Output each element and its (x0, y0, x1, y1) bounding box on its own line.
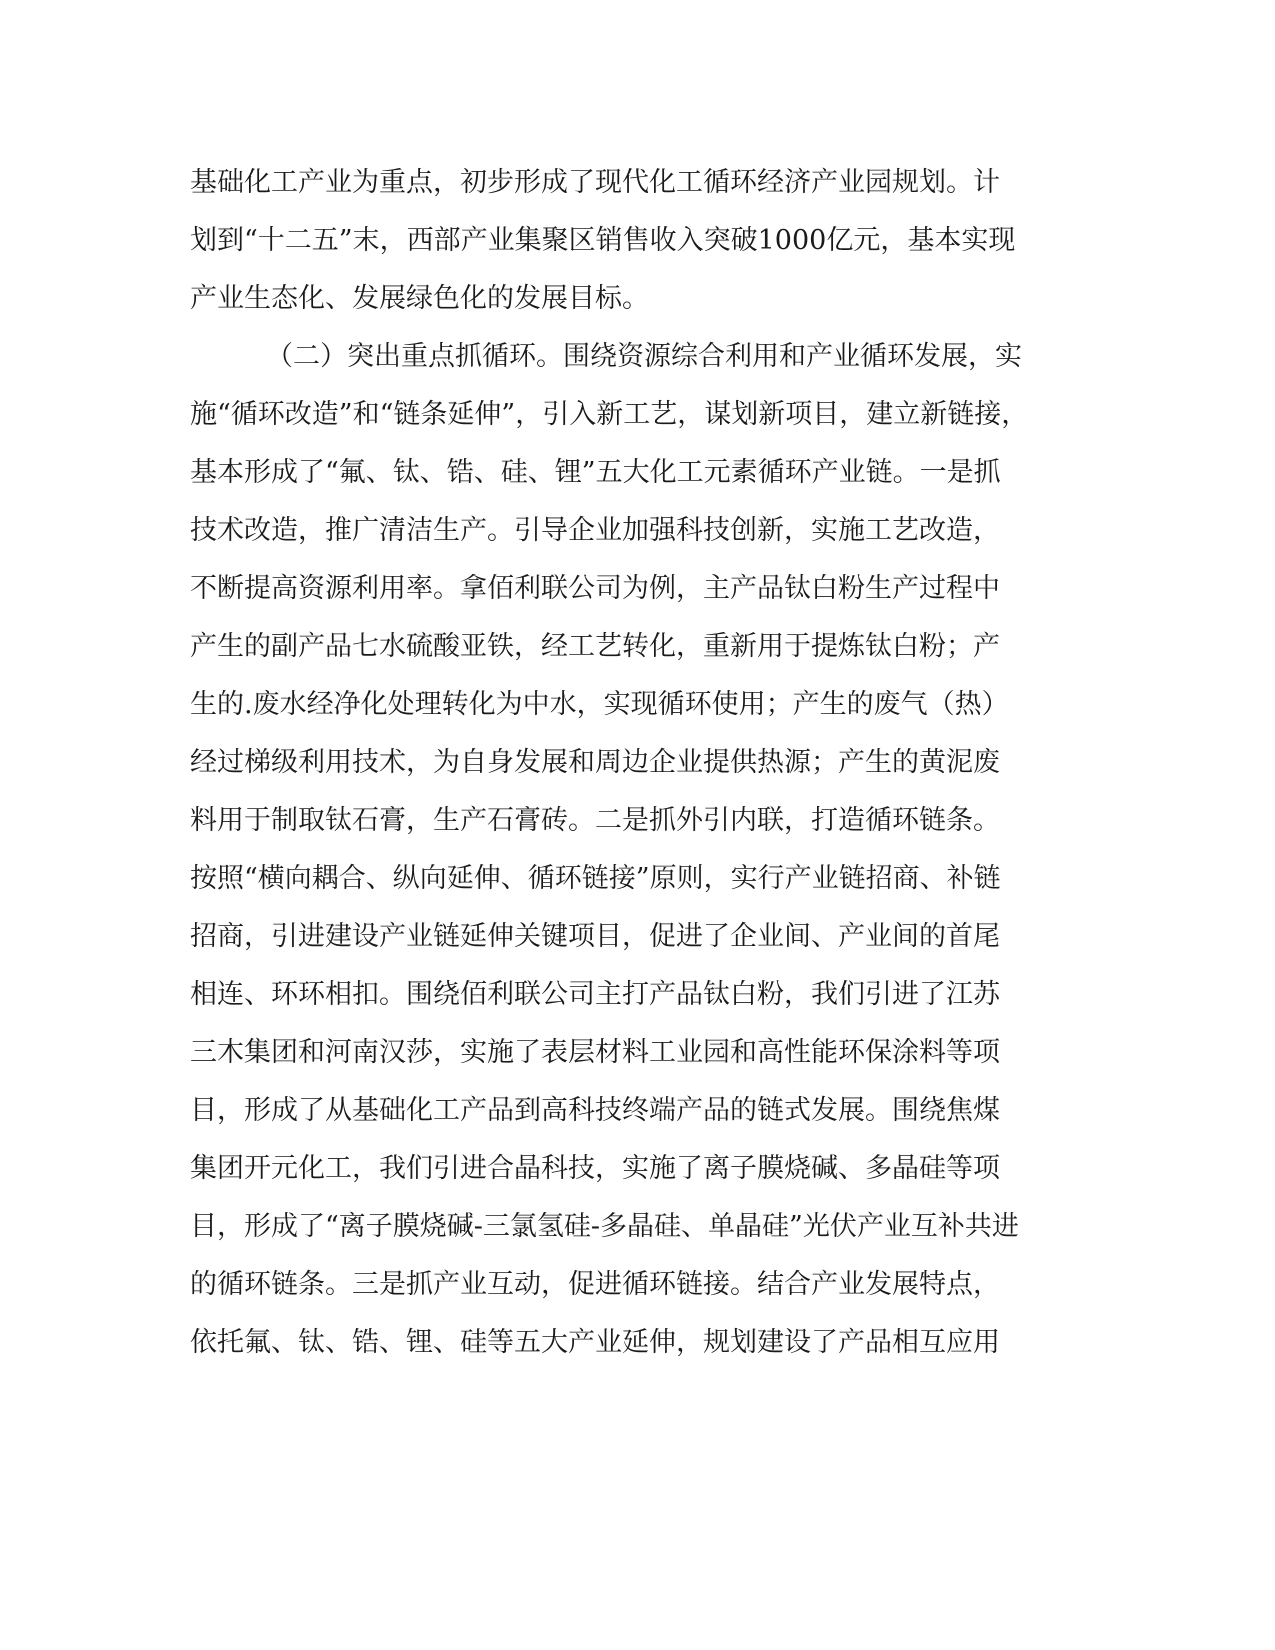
text-line: 技术改造，推广清洁生产。引导企业加强科技创新，实施工艺改造， (190, 515, 1000, 546)
text-line: 三木集团和河南汉莎，实施了表层材料工业园和高性能环保涂料等项 (190, 1037, 1000, 1068)
text-line: 按照“横向耦合、纵向延伸、循环链接”原则，实行产业链招商、补链 (190, 863, 1001, 894)
text-line: 基本形成了“氟、钛、锆、硅、锂”五大化工元素循环产业链。一是抓 (190, 457, 1001, 488)
text-line: 产生的副产品七水硫酸亚铁，经工艺转化，重新用于提炼钛白粉；产 (190, 631, 1000, 662)
text-line: 产业生态化、发展绿色化的发展目标。 (190, 283, 649, 314)
text-line: 集团开元化工，我们引进合晶科技，实施了离子膜烧碱、多晶硅等项 (190, 1153, 1000, 1184)
text-line: 划到“十二五”末，西部产业集聚区销售收入突破1000亿元，基本实现 (190, 225, 1016, 256)
text-line: 不断提高资源利用率。拿佰利联公司为例，主产品钛白粉生产过程中 (190, 573, 1000, 604)
text-line: 施“循环改造”和“链条延伸”，引入新工艺，谋划新项目，建立新链接， (190, 399, 1029, 430)
text-line: 目，形成了从基础化工产品到高科技终端产品的链式发展。围绕焦煤 (190, 1095, 1000, 1126)
text-line: 目，形成了“离子膜烧碱-三氯氢硅-多晶硅、单晶硅”光伏产业互补共进 (190, 1211, 1019, 1242)
text-line: 招商，引进建设产业链延伸关键项目，促进了企业间、产业间的首尾 (190, 921, 1000, 952)
text-line: 依托氟、钛、锆、锂、硅等五大产业延伸，规划建设了产品相互应用 (190, 1327, 1000, 1358)
text-line: 经过梯级利用技术，为自身发展和周边企业提供热源；产生的黄泥废 (190, 747, 1000, 778)
text-line: 的循环链条。三是抓产业互动，促进循环链接。结合产业发展特点， (190, 1269, 1000, 1300)
text-line: 料用于制取钛石膏，生产石膏砖。二是抓外引内联，打造循环链条。 (190, 805, 1000, 836)
paragraph-heading-line: （二）突出重点抓循环。围绕资源综合利用和产业循环发展，实 (266, 341, 1022, 372)
text-line: 基础化工产业为重点，初步形成了现代化工循环经济产业园规划。计 (190, 167, 1000, 198)
text-line: 生的.废水经净化处理转化为中水，实现循环使用；产生的废气（热） (190, 689, 1009, 720)
text-line: 相连、环环相扣。围绕佰利联公司主打产品钛白粉，我们引进了江苏 (190, 979, 1000, 1010)
